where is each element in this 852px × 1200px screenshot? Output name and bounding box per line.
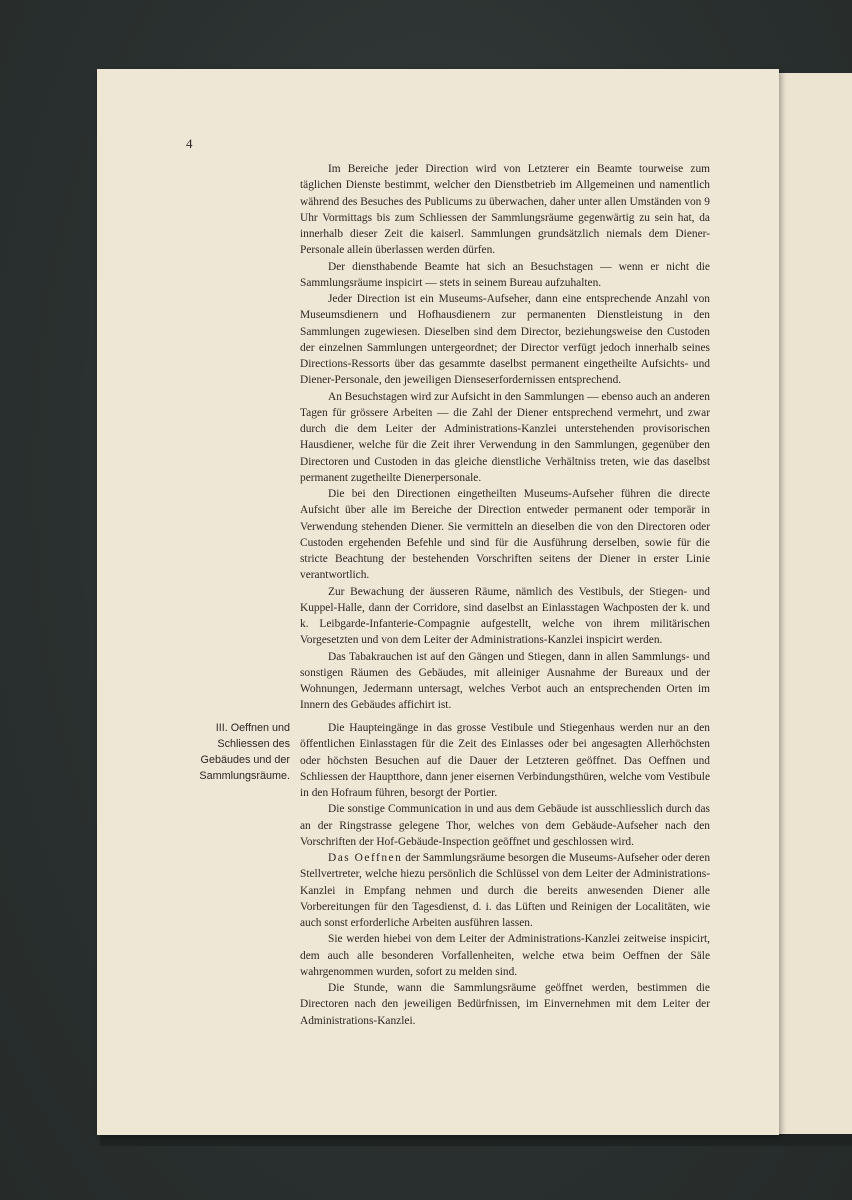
- section-heading-iii: III. Oeffnen und Schliessen des Gebäudes und der Sammlungsräume.: [199, 722, 290, 782]
- paragraph-communication: Die sonstige Communication in und aus dem Gebäude ist ausschliesslich durch das an der Ringstrasse gelegene Thor, welches von dem Gebäude-Aufseher nach den Vorschriften der Hof-Gebäude-Inspection geöffnet und geschlossen wird.: [300, 803, 710, 848]
- paragraph-smoking-ban: Das Tabakrauchen ist auf den Gängen und Stiegen, dann in allen Sammlungs- und sonstigen Räumen des Gebäudes, mit alleiniger Ausnahme der Bureaux und der Wohnungen, Jedermann untersagt, welches Verbot auch an entsprechenden Orten im Innern des Gebäudes affichirt ist.: [300, 650, 710, 712]
- paragraph-visiting-days: An Besuchstagen wird zur Aufsicht in den Sammlungen — ebenso auch an anderen Tagen für grössere Arbeiten — die Zahl der Diener entsprechend vermehrt, und zwar durch die dem Leiter der Administrations-Kanzlei unterstehenden provisorischen Hausdiener, welche für die Zeit ihrer Verwendung in den Sammlungen, gegenüber den Directoren und Custoden in das gleiche dienstliche Verhältniss treten, wie das daselbst permanent zugetheilte Dienerpersonale.: [300, 390, 710, 484]
- paragraph-guards: Zur Bewachung der äusseren Räume, nämlich des Vestibuls, der Stiegen- und Kuppel-Halle, dann der Corridore, sind daselbst an Einlasstagen Wachposten der k. und k. Leibgarde-Infanterie-Compagnie aufgestellt, welche von ihrem militärischen Vorgesetzten und von dem Leiter der Administrations-Kanzlei inspicirt werden.: [300, 585, 710, 647]
- paragraph-opening-rest: der Sammlungsräume besorgen die Museums-Aufseher oder deren Stellvertreter, welche hiezu persönlich die Schlüssel von dem Leiter der Administrations-Kanzlei in Empfang nehmen und durch die bereits anwesenden Diener alle Vorbereitungen für den Tagesdienst, d. i. das Lüften und Reinigen der Localitäten, wie auch sonst erforderliche Arbeiten ausführen lassen.: [300, 852, 711, 929]
- paragraph-main-entrances: Die Haupteingänge in das grosse Vestibule und Stiegenhaus werden nur an den öffentlichen Einlasstagen für die Zeit des Einlasses oder bei angesagten Allerhöchsten oder höchsten Besuchen auf die Dauer der Letzteren geöffnet. Das Oeffnen und Schliessen der Hauptthore, dann jener eisernen Verbindungsthüren, welche vom Vestibule in den Hofraum führen, besorgt der Portier.: [300, 722, 710, 799]
- paragraph-supervision: Die bei den Directionen eingetheilten Museums-Aufseher führen die directe Aufsicht über alle im Bereiche der Direction entweder permanent oder temporär in Verwendung stehenden Diener. Sie vermitteln an dieselben die von den Directoren oder Custoden ergehenden Befehle und sind für die Ausführung derselben, sowie für die stricte Beachtung der bestehenden Vorschriften seitens der Diener in erster Linie verantwortlich.: [300, 488, 710, 582]
- paragraph-inspection: Sie werden hiebei von dem Leiter der Administrations-Kanzlei zeitweise inspicirt, dem auch alle besonderen Vorfallenheiten, welche etwa beim Oeffnen der Säle wahrgenommen wurden, sofort zu melden sind.: [300, 933, 710, 978]
- paragraph-daily-duty: Im Bereiche jeder Direction wird von Letzterer ein Beamte tourweise zum täglichen Dienste bestimmt, welcher den Dienstbetrieb im Allgemeinen und namentlich während des Besuches des Publicums zu überwachen, daher unter allen Umständen von 9 Uhr Vormittags bis zum Schliessen der Sammlungsräume gegenwärtig zu sein hat, da innerhalb dieser Zeit die kaiserl. Sammlungen grundsätzlich niemals dem Diener-Personale allein überlassen werden dürfen.: [300, 163, 710, 257]
- facing-page-edge: [776, 73, 852, 1135]
- intro-section: [300, 161, 710, 714]
- page-number: 4: [186, 136, 193, 151]
- paragraph-opening-rooms: [300, 850, 710, 931]
- paragraph-opening-hours: Die Stunde, wann die Sammlungsräume geöffnet werden, bestimmen die Directoren nach den jeweiligen Bedürfnissen, im Einvernehmen mit dem Leiter der Administrations-Kanzlei.: [300, 982, 710, 1027]
- spaced-lead-text: Das Oeffnen: [328, 852, 403, 864]
- paragraph-museum-supervisor: Jeder Direction ist ein Museums-Aufseher, dann eine entsprechende Anzahl von Museumsdienern und Hofhausdienern zur permanenten Dienstleistung in den Sammlungen zugewiesen. Dieselben sind dem Director, beziehungsweise den Custoden der einzelnen Sammlungen untergeordnet; der Director verfügt jedoch innerhalb seines Directions-Ressorts über das gesammte daselbst permanent eingetheilte Aufsichts- und Diener-Personale, den jeweiligen Dienseserfordernissen entsprechend.: [300, 293, 710, 387]
- paragraph-duty-officer: Der diensthabende Beamte hat sich an Besuchstagen — wenn er nicht die Sammlungsräume inspicirt — stets in seinem Bureau aufzuhalten.: [300, 260, 710, 289]
- page-shadow: [100, 1134, 852, 1146]
- section-iii-body: [300, 720, 710, 1029]
